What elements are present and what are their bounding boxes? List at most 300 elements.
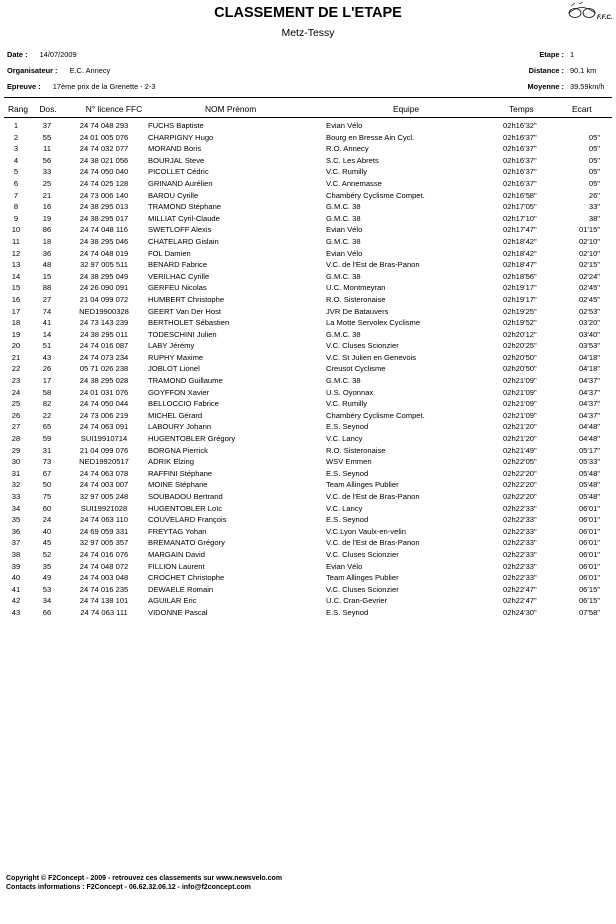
footer-contact: Contacts informations : F2Concept - 06.62.32.06.12 - info@f2concept.com [6, 884, 251, 891]
rang-cell: 7 [13, 190, 19, 200]
rang-cell: 1 [13, 121, 19, 130]
ecart-cell: 07'58" [578, 607, 600, 617]
temps-cell: 02h22'20" [503, 468, 537, 478]
nom-cell: BELLOCCIO Fabrice [148, 399, 219, 409]
nom-cell: FOL Damien [148, 248, 191, 258]
dos-cell: 59 [42, 434, 52, 444]
ecart-cell: 05'33" [578, 457, 600, 467]
dos-cell: 26 [42, 364, 52, 374]
col-ecart: Ecart [572, 104, 592, 114]
rang-cell: 43 [11, 607, 21, 617]
ecart-cell: 04'48" [578, 422, 600, 432]
table-row [0, 388, 616, 400]
rang-cell: 32 [11, 480, 21, 490]
nom-cell: GERFEU Nicolas [148, 283, 207, 293]
temps-cell: 02h16'37" [503, 178, 537, 188]
equipe-cell: R.O. Sisteronaise [326, 445, 386, 455]
licence-cell: 24 38 295 028 [79, 376, 129, 386]
moyenne-value: 39.59km/h [570, 82, 605, 91]
equipe-cell: V.C. Lancy [326, 434, 363, 444]
temps-cell: 02h22'20" [503, 492, 537, 501]
table-row [0, 272, 616, 284]
nom-cell: FUCHS Baptiste [148, 121, 204, 130]
licence-cell: SUI19921028 [80, 503, 128, 513]
equipe-cell: V.C. Lancy [326, 503, 363, 513]
equipe-cell: G.M.C. 38 [326, 329, 361, 339]
ecart-cell: 06'01" [578, 515, 600, 525]
col-equipe: Equipe [393, 104, 420, 114]
table-row [0, 191, 616, 203]
temps-cell: 02h21'09" [503, 410, 537, 420]
table-row [0, 307, 616, 319]
equipe-cell: V.C. Rumilly [326, 399, 368, 409]
temps-cell: 02h21'20" [503, 434, 537, 444]
temps-cell: 02h18'42" [503, 236, 537, 246]
table-row [0, 457, 616, 469]
equipe-cell: Team Allinges Publier [326, 573, 399, 583]
rang-cell: 10 [11, 225, 21, 235]
table-row [0, 527, 616, 539]
temps-cell: 02h22'47" [503, 584, 537, 594]
dos-cell: 45 [42, 538, 52, 548]
equipe-cell: V.C. Cluses Scionzier [326, 341, 399, 351]
nom-cell: FILLION Laurent [148, 561, 205, 571]
dos-cell: 27 [42, 294, 52, 304]
page-subtitle: Metz-Tessy [281, 27, 335, 39]
temps-cell: 02h21'09" [503, 387, 537, 397]
licence-cell: 32 97 005 248 [79, 492, 129, 501]
table-row [0, 260, 616, 272]
licence-cell: 05 71 026 238 [79, 364, 129, 374]
epreuve-field [7, 82, 155, 91]
rang-cell: 34 [11, 503, 21, 513]
nom-cell: HUGENTOBLER Loïc [148, 503, 223, 513]
table-row [0, 422, 616, 434]
ecart-cell: 02'10" [578, 236, 600, 246]
nom-cell: CHARPIGNY Hugo [148, 132, 214, 142]
ecart-cell: 02'53" [578, 306, 600, 316]
licence-cell: 24 74 063 078 [79, 468, 129, 478]
col-nom: NOM Prénom [205, 104, 257, 114]
equipe-cell: E.S. Seynod [326, 422, 369, 432]
equipe-cell: G.M.C. 38 [326, 236, 361, 246]
nom-cell: ADRIK Elzing [148, 457, 195, 467]
dos-cell: 40 [42, 526, 52, 536]
ecart-cell: 04'37" [578, 376, 600, 386]
organisateur-field [7, 66, 110, 75]
ecart-cell: 06'01" [578, 503, 600, 513]
table-row [0, 330, 616, 342]
licence-cell: 24 01 031 076 [79, 387, 129, 397]
ecart-cell: 02'10" [578, 248, 600, 258]
ecart-cell: 04'48" [578, 434, 600, 444]
table-row [0, 469, 616, 481]
dos-cell: 37 [42, 121, 52, 130]
rang-cell: 31 [11, 468, 21, 478]
equipe-cell: R.O. Sisteronaise [326, 294, 386, 304]
dos-cell: 36 [42, 248, 52, 258]
dos-cell: 41 [42, 318, 52, 328]
ecart-cell: 26" [588, 190, 600, 200]
rang-cell: 30 [11, 457, 21, 467]
dos-cell: 21 [42, 190, 52, 200]
equipe-cell: V.C. St Julien en Genevois [326, 352, 417, 362]
col-dos: Dos. [39, 104, 57, 114]
dos-cell: 43 [42, 352, 52, 362]
nom-cell: BAROU Cyrille [148, 190, 199, 200]
dos-cell: 50 [42, 480, 52, 490]
equipe-cell: U.C. Cran-Gevrier [326, 596, 388, 606]
nom-cell: PICOLLET Cédric [148, 167, 209, 177]
page-title: CLASSEMENT DE L'ETAPE [214, 5, 402, 21]
table-row [0, 504, 616, 516]
table-row [0, 364, 616, 376]
licence-cell: NED19900328 [79, 306, 129, 316]
table-row [0, 237, 616, 249]
licence-cell: 24 74 063 091 [79, 422, 129, 432]
dos-cell: 60 [42, 503, 52, 513]
ecart-cell: 04'18" [578, 352, 600, 362]
equipe-cell: Chambéry Cyclisme Compet. [326, 410, 425, 420]
ecart-cell: 38" [588, 213, 600, 223]
rang-cell: 15 [11, 283, 21, 293]
rang-cell: 23 [11, 376, 21, 386]
dos-cell: 33 [42, 167, 52, 177]
equipe-cell: V.C. Cluses Scionzier [326, 584, 399, 594]
dos-cell: 25 [42, 178, 52, 188]
temps-cell: 02h19'17" [503, 283, 537, 293]
date-label: Date : [7, 50, 28, 59]
equipe-cell: La Motte Servolex Cyclisme [326, 318, 421, 328]
dos-cell: 74 [42, 306, 52, 316]
dos-cell: 73 [42, 457, 52, 467]
rang-cell: 6 [13, 178, 19, 188]
temps-cell: 02h22'33" [503, 538, 537, 548]
equipe-cell: S.C. Les Abrets [326, 155, 379, 165]
rang-cell: 19 [11, 329, 21, 339]
ecart-cell: 02'15" [578, 260, 600, 270]
etape-label-wrap [539, 50, 564, 59]
licence-cell: 24 74 025 128 [79, 178, 129, 188]
table-row [0, 144, 616, 156]
licence-cell: 24 74 063 110 [80, 515, 128, 525]
temps-cell: 02h19'17" [503, 294, 537, 304]
table-row [0, 608, 616, 620]
dos-cell: 86 [42, 225, 52, 235]
licence-cell: 24 74 138 101 [79, 596, 129, 606]
table-row [0, 399, 616, 411]
dos-cell: 35 [42, 561, 52, 571]
equipe-cell: V.C.Lyon Vaulx-en-velin [326, 526, 406, 536]
ecart-cell: 04'18" [578, 364, 600, 374]
equipe-cell: Evian Vélo [326, 248, 363, 258]
dos-cell: 75 [42, 492, 52, 501]
dos-cell: 16 [42, 202, 52, 212]
nom-cell: MARGAIN David [148, 549, 205, 559]
table-row [0, 133, 616, 145]
rang-cell: 5 [13, 167, 19, 177]
equipe-cell: Evian Vélo [326, 121, 363, 130]
nom-cell: MILLIAT Cyril-Claude [148, 213, 220, 223]
dos-cell: 67 [42, 468, 52, 478]
rang-cell: 21 [11, 352, 21, 362]
dos-cell: 34 [42, 596, 52, 606]
temps-cell: 02h16'32" [503, 121, 537, 130]
licence-cell: 24 69 059 331 [79, 526, 129, 536]
dos-cell: 49 [42, 573, 52, 583]
temps-cell: 02h21'49" [503, 445, 537, 455]
equipe-cell: G.M.C. 38 [326, 213, 361, 223]
equipe-cell: V.C. de l'Est de Bras-Panon [326, 538, 420, 548]
date-field [7, 50, 77, 59]
temps-cell: 02h17'10" [503, 213, 537, 223]
table-row [0, 353, 616, 365]
licence-cell: 24 74 016 076 [79, 549, 129, 559]
temps-cell: 02h17'05" [503, 202, 537, 212]
dos-cell: 66 [42, 607, 52, 617]
equipe-cell: E.S. Seynod [326, 468, 369, 478]
dos-cell: 58 [42, 387, 52, 397]
rang-cell: 12 [11, 248, 21, 258]
nom-cell: DEWAELE Romain [148, 584, 214, 594]
nom-cell: BOURJAL Steve [148, 155, 205, 165]
nom-cell: CROCHET Christophe [148, 573, 225, 583]
rang-cell: 2 [13, 132, 19, 142]
dos-cell: 14 [42, 329, 52, 339]
temps-cell: 02h16'37" [503, 155, 537, 165]
dos-cell: 51 [42, 341, 52, 351]
equipe-cell: R.O. Annecy [326, 144, 369, 154]
temps-cell: 02h22'33" [503, 526, 537, 536]
ecart-cell: 02'45" [578, 283, 600, 293]
ecart-cell: 04'37" [578, 410, 600, 420]
nom-cell: SOUBADOU Bertrand [148, 492, 223, 501]
licence-cell: 24 38 021 056 [79, 155, 129, 165]
col-rang: Rang [7, 104, 29, 114]
licence-cell: 21 04 099 076 [79, 445, 129, 455]
nom-cell: VIDONNE Pascal [148, 607, 208, 617]
ecart-cell: 06'01" [578, 549, 600, 559]
temps-cell: 02h20'25" [503, 341, 537, 351]
ecart-cell: 03'40" [578, 329, 600, 339]
temps-cell: 02h18'47" [503, 260, 537, 270]
table-row [0, 538, 616, 550]
table-row [0, 515, 616, 527]
dos-cell: 19 [42, 213, 52, 223]
col-licence: N° licence FFC [85, 104, 143, 114]
organisateur-label: Organisateur : [7, 66, 58, 75]
date-value: 14/07/2009 [39, 50, 77, 59]
nom-cell: TODESCHINI Julien [148, 329, 217, 339]
epreuve-value: 17ème prix de la Grenette - 2-3 [52, 82, 156, 91]
equipe-cell: E.S. Seynod [326, 515, 369, 525]
licence-cell: 24 73 143 239 [79, 318, 129, 328]
temps-cell: 02h22'47" [503, 596, 537, 606]
equipe-cell: U.C. Montmeyran [326, 283, 386, 293]
rang-cell: 33 [11, 492, 21, 501]
ecart-cell: 04'37" [578, 399, 600, 409]
divider-top [4, 97, 612, 98]
table-row [0, 492, 616, 504]
temps-cell: 02h22'33" [503, 549, 537, 559]
ecart-cell: 06'01" [578, 573, 600, 583]
ecart-cell: 03'20" [578, 318, 600, 328]
table-row [0, 121, 616, 133]
temps-cell: 02h24'30" [503, 607, 537, 617]
nom-cell: MOINE Stéphane [148, 480, 208, 490]
equipe-cell: Chambéry Cyclisme Compet. [326, 190, 425, 200]
dos-cell: 65 [42, 422, 52, 432]
moyenne-label: Moyenne : [527, 82, 564, 91]
equipe-cell: U.S. Oyonnax [326, 387, 374, 397]
licence-cell: 24 74 048 072 [79, 561, 129, 571]
licence-cell: 24 74 003 048 [79, 573, 129, 583]
ecart-cell: 06'15" [578, 584, 600, 594]
table-row [0, 562, 616, 574]
rang-cell: 4 [13, 155, 19, 165]
ecart-cell: 05" [588, 132, 600, 142]
nom-cell: JOBLOT Lionel [148, 364, 200, 374]
equipe-cell: JVR De Batauvers [326, 306, 389, 316]
equipe-cell: E.S. Seynod [326, 607, 369, 617]
temps-cell: 02h19'25" [503, 306, 537, 316]
rang-cell: 26 [11, 410, 21, 420]
nom-cell: HUMBERT Christophe [148, 294, 225, 304]
nom-cell: RAFFINI Stéphane [148, 468, 213, 478]
nom-cell: AGUILAR Eric [148, 596, 197, 606]
rang-cell: 29 [11, 445, 21, 455]
equipe-cell: V.C. Cluses Scionzier [326, 549, 399, 559]
rang-cell: 42 [11, 596, 21, 606]
table-row [0, 295, 616, 307]
table-row [0, 179, 616, 191]
temps-cell: 02h22'33" [503, 503, 537, 513]
table-row [0, 550, 616, 562]
dos-cell: 82 [42, 399, 52, 409]
rang-cell: 20 [11, 341, 21, 351]
licence-cell: 21 04 099 072 [79, 294, 129, 304]
dos-cell: 88 [42, 283, 52, 293]
temps-cell: 02h22'33" [503, 561, 537, 571]
dos-cell: 11 [43, 144, 51, 154]
distance-label: Distance : [528, 66, 564, 75]
rang-cell: 39 [11, 561, 21, 571]
temps-cell: 02h20'50" [503, 352, 537, 362]
licence-cell: SUI19910714 [80, 434, 128, 444]
licence-cell: 24 73 006 219 [79, 410, 129, 420]
organisateur-value: E.C. Annecy [69, 66, 111, 75]
licence-cell: NED19920517 [79, 457, 129, 467]
nom-cell: VERILHAC Cyrille [148, 271, 210, 281]
epreuve-label: Epreuve : [7, 82, 41, 91]
table-row [0, 249, 616, 261]
nom-cell: COUVELARD François [148, 515, 227, 525]
rang-cell: 22 [11, 364, 21, 374]
equipe-cell: Evian Vélo [326, 561, 363, 571]
licence-cell: 24 74 048 116 [80, 225, 128, 235]
nom-cell: BENARD Fabrice [148, 260, 208, 270]
temps-cell: 02h18'42" [503, 248, 537, 258]
licence-cell: 24 74 050 040 [79, 167, 129, 177]
rang-cell: 16 [11, 294, 21, 304]
licence-cell: 24 74 063 111 [80, 607, 128, 617]
dos-cell: 31 [42, 445, 52, 455]
licence-cell: 24 74 050 044 [79, 399, 129, 409]
temps-cell: 02h16'58" [503, 190, 537, 200]
licence-cell: 24 74 048 019 [79, 248, 129, 258]
licence-cell: 24 74 073 234 [79, 352, 129, 362]
ecart-cell: 02'24" [578, 271, 600, 281]
licence-cell: 24 38 295 017 [79, 213, 129, 223]
temps-cell: 02h16'37" [503, 167, 537, 177]
rang-cell: 24 [11, 387, 21, 397]
nom-cell: CHATELARD Gislain [148, 236, 219, 246]
dos-cell: 22 [42, 410, 52, 420]
licence-cell: 24 74 032 077 [79, 144, 129, 154]
nom-cell: MORAND Boris [148, 144, 202, 154]
licence-cell: 24 38 295 011 [80, 329, 128, 339]
equipe-cell: G.M.C. 38 [326, 202, 361, 212]
ecart-cell: 05'48" [578, 492, 600, 501]
licence-cell: 24 26 090 091 [79, 283, 129, 293]
nom-cell: GEERT Van Der Host [148, 306, 222, 316]
rang-cell: 37 [11, 538, 21, 548]
ecart-cell: 04'37" [578, 387, 600, 397]
licence-cell: 24 38 295 049 [79, 271, 129, 281]
nom-cell: MICHEL Gérard [148, 410, 203, 420]
equipe-cell: WSV Emmen [326, 457, 372, 467]
table-row [0, 480, 616, 492]
nom-cell: LABOURY Johann [148, 422, 212, 432]
table-row [0, 318, 616, 330]
equipe-cell: V.C. de l'Est de Bras-Panon [326, 260, 420, 270]
ecart-cell: 06'01" [578, 538, 600, 548]
ecart-cell: 06'01" [578, 526, 600, 536]
table-row [0, 156, 616, 168]
temps-cell: 02h22'33" [503, 573, 537, 583]
dos-cell: 48 [42, 260, 52, 270]
equipe-cell: V.C. Annemasse [326, 178, 382, 188]
rang-cell: 28 [11, 434, 21, 444]
temps-cell: 02h18'56" [503, 271, 537, 281]
ffc-logo [561, 0, 613, 22]
distance-label-wrap [529, 66, 564, 75]
licence-cell: 24 74 016 087 [79, 341, 129, 351]
ecart-cell: 03'53" [578, 341, 600, 351]
ecart-cell: 01'15" [578, 225, 600, 235]
temps-cell: 02h17'47" [503, 225, 537, 235]
rang-cell: 14 [11, 271, 21, 281]
table-row [0, 167, 616, 179]
ecart-cell: 06'01" [578, 561, 600, 571]
rang-cell: 25 [11, 399, 21, 409]
dos-cell: 52 [42, 549, 52, 559]
dos-cell: 18 [42, 236, 52, 246]
dos-cell: 55 [42, 132, 52, 142]
rang-cell: 13 [11, 260, 21, 270]
dos-cell: 17 [42, 376, 52, 386]
table-row [0, 214, 616, 226]
temps-cell: 02h21'20" [503, 422, 537, 432]
licence-cell: 32 97 005 357 [79, 538, 129, 548]
licence-cell: 24 38 295 013 [79, 202, 129, 212]
licence-cell: 24 74 003 007 [79, 480, 129, 490]
rang-cell: 18 [11, 318, 21, 328]
table-row [0, 283, 616, 295]
ecart-cell: 05" [588, 155, 600, 165]
distance-value: 90.1 km [570, 66, 597, 75]
temps-cell: 02h21'09" [503, 376, 537, 386]
